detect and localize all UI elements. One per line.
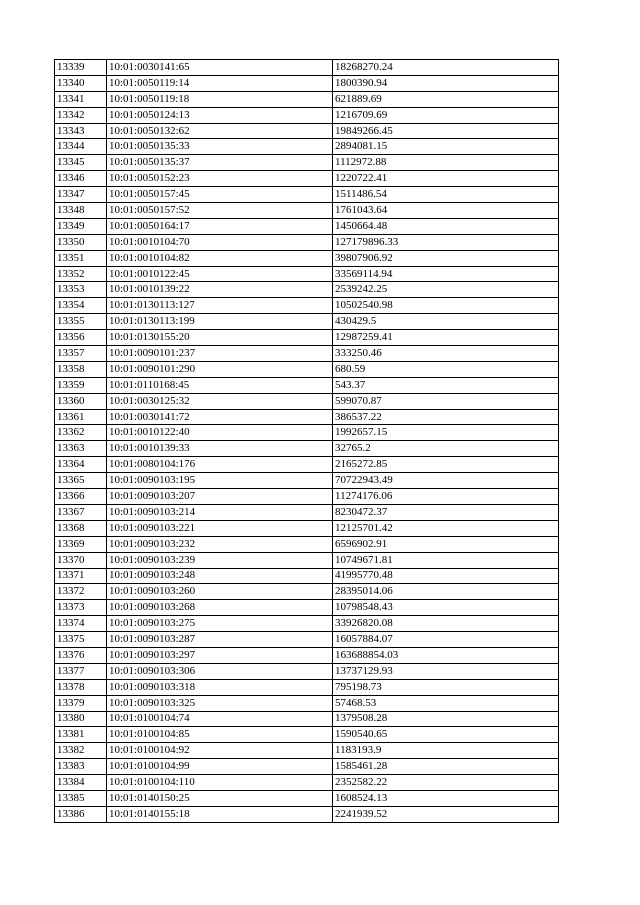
cadastral-number-cell: 10:01:0100104:85 bbox=[107, 727, 333, 743]
value-cell: 70722943.49 bbox=[333, 473, 559, 489]
value-cell: 12987259.41 bbox=[333, 330, 559, 346]
table-row bbox=[55, 695, 559, 711]
row-number-cell: 13373 bbox=[55, 600, 107, 616]
table-row bbox=[55, 600, 559, 616]
cadastral-number-cell: 10:01:0090103:275 bbox=[107, 616, 333, 632]
value-cell: 1800390.94 bbox=[333, 75, 559, 91]
cadastral-number-cell: 10:01:0090103:325 bbox=[107, 695, 333, 711]
cadastral-number-cell: 10:01:0010104:82 bbox=[107, 250, 333, 266]
value-cell: 1761043.64 bbox=[333, 203, 559, 219]
row-number-cell: 13377 bbox=[55, 663, 107, 679]
row-number-cell: 13343 bbox=[55, 123, 107, 139]
row-number-cell: 13351 bbox=[55, 250, 107, 266]
cadastral-number-cell: 10:01:0090101:290 bbox=[107, 361, 333, 377]
cadastral-number-cell: 10:01:0090103:287 bbox=[107, 632, 333, 648]
row-number-cell: 13376 bbox=[55, 647, 107, 663]
row-number-cell: 13360 bbox=[55, 393, 107, 409]
value-cell: 6596902.91 bbox=[333, 536, 559, 552]
cadastral-number-cell: 10:01:0090103:221 bbox=[107, 520, 333, 536]
cadastral-number-cell: 10:01:0050119:18 bbox=[107, 91, 333, 107]
row-number-cell: 13366 bbox=[55, 489, 107, 505]
table-row bbox=[55, 409, 559, 425]
table-row bbox=[55, 711, 559, 727]
value-cell: 16057884.07 bbox=[333, 632, 559, 648]
value-cell: 13737129.93 bbox=[333, 663, 559, 679]
table-row bbox=[55, 441, 559, 457]
cadastral-number-cell: 10:01:0130155:20 bbox=[107, 330, 333, 346]
table-row bbox=[55, 330, 559, 346]
cadastral-number-cell: 10:01:0050124:13 bbox=[107, 107, 333, 123]
value-cell: 795198.73 bbox=[333, 679, 559, 695]
cadastral-number-cell: 10:01:0130113:199 bbox=[107, 314, 333, 330]
cadastral-number-cell: 10:01:0080104:176 bbox=[107, 457, 333, 473]
value-cell: 33569114.94 bbox=[333, 266, 559, 282]
table-row bbox=[55, 298, 559, 314]
value-cell: 2241939.52 bbox=[333, 806, 559, 822]
row-number-cell: 13348 bbox=[55, 203, 107, 219]
row-number-cell: 13345 bbox=[55, 155, 107, 171]
table-row bbox=[55, 536, 559, 552]
table-row bbox=[55, 632, 559, 648]
cadastral-number-cell: 10:01:0090103:297 bbox=[107, 647, 333, 663]
cadastral-number-cell: 10:01:0050152:23 bbox=[107, 171, 333, 187]
cadastral-number-cell: 10:01:0010139:22 bbox=[107, 282, 333, 298]
table-row bbox=[55, 377, 559, 393]
table-row bbox=[55, 806, 559, 822]
value-cell: 2539242.25 bbox=[333, 282, 559, 298]
table-body bbox=[55, 60, 559, 823]
row-number-cell: 13346 bbox=[55, 171, 107, 187]
value-cell: 33926820.08 bbox=[333, 616, 559, 632]
value-cell: 1450664.48 bbox=[333, 218, 559, 234]
value-cell: 57468.53 bbox=[333, 695, 559, 711]
value-cell: 19849266.45 bbox=[333, 123, 559, 139]
table-row bbox=[55, 457, 559, 473]
cadastral-number-cell: 10:01:0050157:45 bbox=[107, 187, 333, 203]
row-number-cell: 13353 bbox=[55, 282, 107, 298]
cadastral-number-cell: 10:01:0010122:45 bbox=[107, 266, 333, 282]
table-row bbox=[55, 504, 559, 520]
row-number-cell: 13375 bbox=[55, 632, 107, 648]
row-number-cell: 13361 bbox=[55, 409, 107, 425]
cadastral-number-cell: 10:01:0090103:260 bbox=[107, 584, 333, 600]
value-cell: 2352582.22 bbox=[333, 775, 559, 791]
value-cell: 127179896.33 bbox=[333, 234, 559, 250]
table-row bbox=[55, 552, 559, 568]
row-number-cell: 13362 bbox=[55, 425, 107, 441]
value-cell: 1585461.28 bbox=[333, 759, 559, 775]
value-cell: 10798548.43 bbox=[333, 600, 559, 616]
table-row bbox=[55, 520, 559, 536]
row-number-cell: 13349 bbox=[55, 218, 107, 234]
table-row bbox=[55, 250, 559, 266]
table-row bbox=[55, 139, 559, 155]
cadastral-number-cell: 10:01:0100104:92 bbox=[107, 743, 333, 759]
value-cell: 10749671.81 bbox=[333, 552, 559, 568]
cadastral-number-cell: 10:01:0010122:40 bbox=[107, 425, 333, 441]
value-cell: 11274176.06 bbox=[333, 489, 559, 505]
cadastral-number-cell: 10:01:0050119:14 bbox=[107, 75, 333, 91]
cadastral-number-cell: 10:01:0050157:52 bbox=[107, 203, 333, 219]
value-cell: 430429.5 bbox=[333, 314, 559, 330]
table-row bbox=[55, 203, 559, 219]
row-number-cell: 13347 bbox=[55, 187, 107, 203]
row-number-cell: 13381 bbox=[55, 727, 107, 743]
table-row bbox=[55, 759, 559, 775]
table-row bbox=[55, 60, 559, 76]
cadastral-number-cell: 10:01:0090101:237 bbox=[107, 346, 333, 362]
cadastral-number-cell: 10:01:0050132:62 bbox=[107, 123, 333, 139]
row-number-cell: 13379 bbox=[55, 695, 107, 711]
cadastral-number-cell: 10:01:0100104:99 bbox=[107, 759, 333, 775]
value-cell: 1216709.69 bbox=[333, 107, 559, 123]
value-cell: 163688854.03 bbox=[333, 647, 559, 663]
row-number-cell: 13339 bbox=[55, 60, 107, 76]
table-row bbox=[55, 584, 559, 600]
row-number-cell: 13368 bbox=[55, 520, 107, 536]
cadastral-number-cell: 10:01:0090103:248 bbox=[107, 568, 333, 584]
cadastral-number-cell: 10:01:0050135:37 bbox=[107, 155, 333, 171]
value-cell: 1590540.65 bbox=[333, 727, 559, 743]
value-cell: 621889.69 bbox=[333, 91, 559, 107]
table-row bbox=[55, 282, 559, 298]
row-number-cell: 13355 bbox=[55, 314, 107, 330]
cadastral-number-cell: 10:01:0090103:207 bbox=[107, 489, 333, 505]
row-number-cell: 13384 bbox=[55, 775, 107, 791]
value-cell: 39807906.92 bbox=[333, 250, 559, 266]
table-row bbox=[55, 361, 559, 377]
row-number-cell: 13352 bbox=[55, 266, 107, 282]
value-cell: 10502540.98 bbox=[333, 298, 559, 314]
row-number-cell: 13382 bbox=[55, 743, 107, 759]
cadastral-number-cell: 10:01:0090103:214 bbox=[107, 504, 333, 520]
row-number-cell: 13356 bbox=[55, 330, 107, 346]
value-cell: 1992657.15 bbox=[333, 425, 559, 441]
cadastral-number-cell: 10:01:0140150:25 bbox=[107, 790, 333, 806]
row-number-cell: 13364 bbox=[55, 457, 107, 473]
value-cell: 1379508.28 bbox=[333, 711, 559, 727]
value-cell: 1220722.41 bbox=[333, 171, 559, 187]
row-number-cell: 13358 bbox=[55, 361, 107, 377]
table-row bbox=[55, 473, 559, 489]
cadastral-number-cell: 10:01:0090103:306 bbox=[107, 663, 333, 679]
value-cell: 333250.46 bbox=[333, 346, 559, 362]
cadastral-number-cell: 10:01:0100104:110 bbox=[107, 775, 333, 791]
table-row bbox=[55, 616, 559, 632]
value-cell: 1608524.13 bbox=[333, 790, 559, 806]
value-cell: 599070.87 bbox=[333, 393, 559, 409]
table-row bbox=[55, 775, 559, 791]
row-number-cell: 13342 bbox=[55, 107, 107, 123]
table-row bbox=[55, 75, 559, 91]
row-number-cell: 13374 bbox=[55, 616, 107, 632]
table-row bbox=[55, 187, 559, 203]
cadastral-number-cell: 10:01:0090103:318 bbox=[107, 679, 333, 695]
row-number-cell: 13365 bbox=[55, 473, 107, 489]
row-number-cell: 13350 bbox=[55, 234, 107, 250]
table-row bbox=[55, 171, 559, 187]
cadastral-number-cell: 10:01:0090103:195 bbox=[107, 473, 333, 489]
row-number-cell: 13359 bbox=[55, 377, 107, 393]
value-cell: 386537.22 bbox=[333, 409, 559, 425]
row-number-cell: 13354 bbox=[55, 298, 107, 314]
table-row bbox=[55, 346, 559, 362]
table-row bbox=[55, 123, 559, 139]
cadastral-number-cell: 10:01:0010139:33 bbox=[107, 441, 333, 457]
row-number-cell: 13378 bbox=[55, 679, 107, 695]
cadastral-number-cell: 10:01:0100104:74 bbox=[107, 711, 333, 727]
cadastral-number-cell: 10:01:0050135:33 bbox=[107, 139, 333, 155]
table-row bbox=[55, 91, 559, 107]
value-cell: 32765.2 bbox=[333, 441, 559, 457]
value-cell: 2894081.15 bbox=[333, 139, 559, 155]
cadastral-number-cell: 10:01:0030125:32 bbox=[107, 393, 333, 409]
table-row bbox=[55, 266, 559, 282]
table-row bbox=[55, 790, 559, 806]
table-row bbox=[55, 568, 559, 584]
row-number-cell: 13344 bbox=[55, 139, 107, 155]
value-cell: 28395014.06 bbox=[333, 584, 559, 600]
row-number-cell: 13372 bbox=[55, 584, 107, 600]
row-number-cell: 13369 bbox=[55, 536, 107, 552]
table-row bbox=[55, 679, 559, 695]
cadastral-number-cell: 10:01:0010104:70 bbox=[107, 234, 333, 250]
value-cell: 1511486.54 bbox=[333, 187, 559, 203]
row-number-cell: 13385 bbox=[55, 790, 107, 806]
row-number-cell: 13370 bbox=[55, 552, 107, 568]
table-row bbox=[55, 155, 559, 171]
row-number-cell: 13380 bbox=[55, 711, 107, 727]
table-row bbox=[55, 489, 559, 505]
value-cell: 1112972.88 bbox=[333, 155, 559, 171]
value-cell: 1183193.9 bbox=[333, 743, 559, 759]
data-table bbox=[54, 59, 559, 823]
cadastral-number-cell: 10:01:0030141:65 bbox=[107, 60, 333, 76]
cadastral-number-cell: 10:01:0130113:127 bbox=[107, 298, 333, 314]
value-cell: 18268270.24 bbox=[333, 60, 559, 76]
value-cell: 2165272.85 bbox=[333, 457, 559, 473]
table-row bbox=[55, 743, 559, 759]
table-row bbox=[55, 647, 559, 663]
table-row bbox=[55, 107, 559, 123]
value-cell: 680.59 bbox=[333, 361, 559, 377]
cadastral-number-cell: 10:01:0030141:72 bbox=[107, 409, 333, 425]
table-row bbox=[55, 393, 559, 409]
table-row bbox=[55, 314, 559, 330]
row-number-cell: 13371 bbox=[55, 568, 107, 584]
row-number-cell: 13383 bbox=[55, 759, 107, 775]
cadastral-number-cell: 10:01:0090103:239 bbox=[107, 552, 333, 568]
row-number-cell: 13341 bbox=[55, 91, 107, 107]
cadastral-number-cell: 10:01:0050164:17 bbox=[107, 218, 333, 234]
table-row bbox=[55, 663, 559, 679]
value-cell: 8230472.37 bbox=[333, 504, 559, 520]
cadastral-number-cell: 10:01:0140155:18 bbox=[107, 806, 333, 822]
cadastral-number-cell: 10:01:0110168:45 bbox=[107, 377, 333, 393]
row-number-cell: 13363 bbox=[55, 441, 107, 457]
value-cell: 543.37 bbox=[333, 377, 559, 393]
row-number-cell: 13386 bbox=[55, 806, 107, 822]
cadastral-number-cell: 10:01:0090103:268 bbox=[107, 600, 333, 616]
row-number-cell: 13340 bbox=[55, 75, 107, 91]
table-row bbox=[55, 218, 559, 234]
row-number-cell: 13367 bbox=[55, 504, 107, 520]
value-cell: 41995770.48 bbox=[333, 568, 559, 584]
row-number-cell: 13357 bbox=[55, 346, 107, 362]
table-row bbox=[55, 234, 559, 250]
cadastral-number-cell: 10:01:0090103:232 bbox=[107, 536, 333, 552]
value-cell: 12125701.42 bbox=[333, 520, 559, 536]
table-row bbox=[55, 425, 559, 441]
table-row bbox=[55, 727, 559, 743]
